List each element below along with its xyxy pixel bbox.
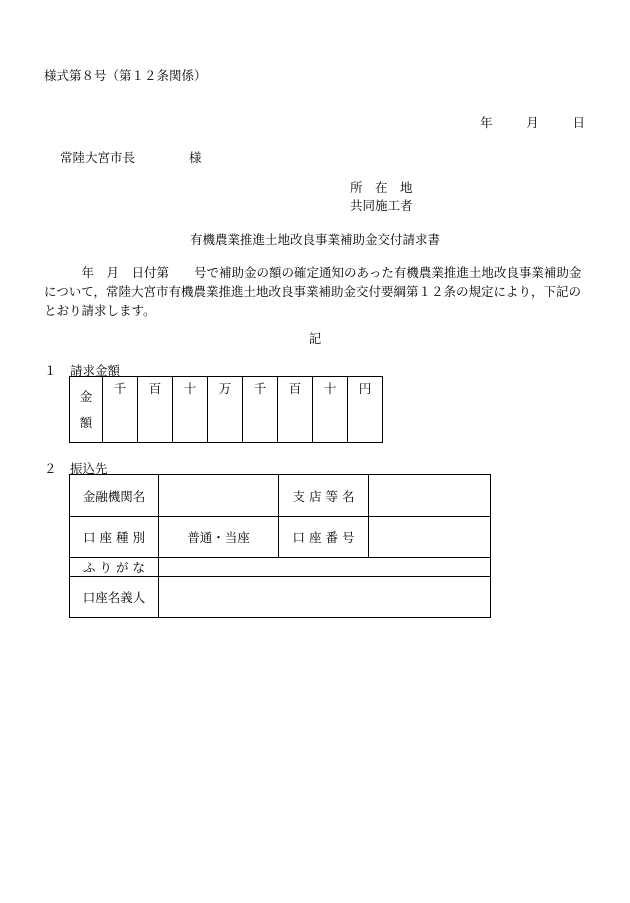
furigana-label: ふ り が な — [70, 558, 159, 577]
digit-cell[interactable]: 十 — [173, 377, 208, 443]
bank-name-label: 金融機関名 — [70, 475, 159, 517]
co-applicant-label: 共同施工者 — [350, 198, 413, 213]
digit-cell[interactable]: 円 — [348, 377, 383, 443]
document-title: 有機農業推進土地改良事業補助金交付請求書 — [189, 232, 440, 247]
account-type-label: 口 座 種 別 — [70, 517, 159, 558]
bank-table — [69, 474, 491, 618]
section-1-title: 請求金額 — [70, 363, 121, 378]
amount-table — [69, 376, 383, 443]
section-2-number: ２ — [44, 461, 57, 476]
digit-cell[interactable]: 百 — [138, 377, 173, 443]
address-label: 所 在 地 — [350, 180, 413, 195]
amount-label — [70, 377, 103, 443]
digit-cell[interactable]: 百 — [278, 377, 313, 443]
applicant-block — [350, 179, 413, 215]
account-holder-label: 口座名義人 — [70, 577, 159, 618]
date-day: 日 — [572, 115, 585, 130]
account-holder-field[interactable] — [159, 577, 491, 618]
addressee — [60, 148, 202, 166]
bank-name-field[interactable] — [159, 475, 279, 517]
date-month: 月 — [526, 115, 539, 130]
form-number: 様式第８号（第１２条関係） — [44, 68, 207, 83]
branch-field[interactable] — [369, 475, 491, 517]
account-type-field[interactable]: 普通・当座 — [159, 517, 279, 558]
section-2-title: 振込先 — [70, 461, 108, 476]
digit-cell[interactable]: 千 — [103, 377, 138, 443]
addressee-honorific: 様 — [189, 150, 202, 165]
furigana-field[interactable] — [159, 558, 491, 577]
addressee-name: 常陸大宮市長 — [60, 150, 136, 165]
date-year: 年 — [480, 115, 493, 130]
body-paragraph: 年 月 日付第 号で補助金の額の確定通知のあった有機農業推進土地改良事業補助金について，常陸大宮市有機農業推進土地改良事業補助金交付要綱第１２条の規定により，下記のとおり請求します。 — [44, 265, 582, 318]
amount-label-bottom: 額 — [79, 414, 93, 430]
account-number-label: 口 座 番 号 — [279, 517, 369, 558]
amount-label-top: 金 — [79, 388, 93, 404]
branch-label: 支 店 等 名 — [279, 475, 369, 517]
digit-cell[interactable]: 十 — [313, 377, 348, 443]
section-1-number: １ — [44, 363, 57, 378]
account-number-field[interactable] — [369, 517, 491, 558]
digit-cell[interactable]: 万 — [208, 377, 243, 443]
date-line — [480, 113, 585, 131]
ki-heading: 記 — [308, 331, 322, 346]
digit-cell[interactable]: 千 — [243, 377, 278, 443]
